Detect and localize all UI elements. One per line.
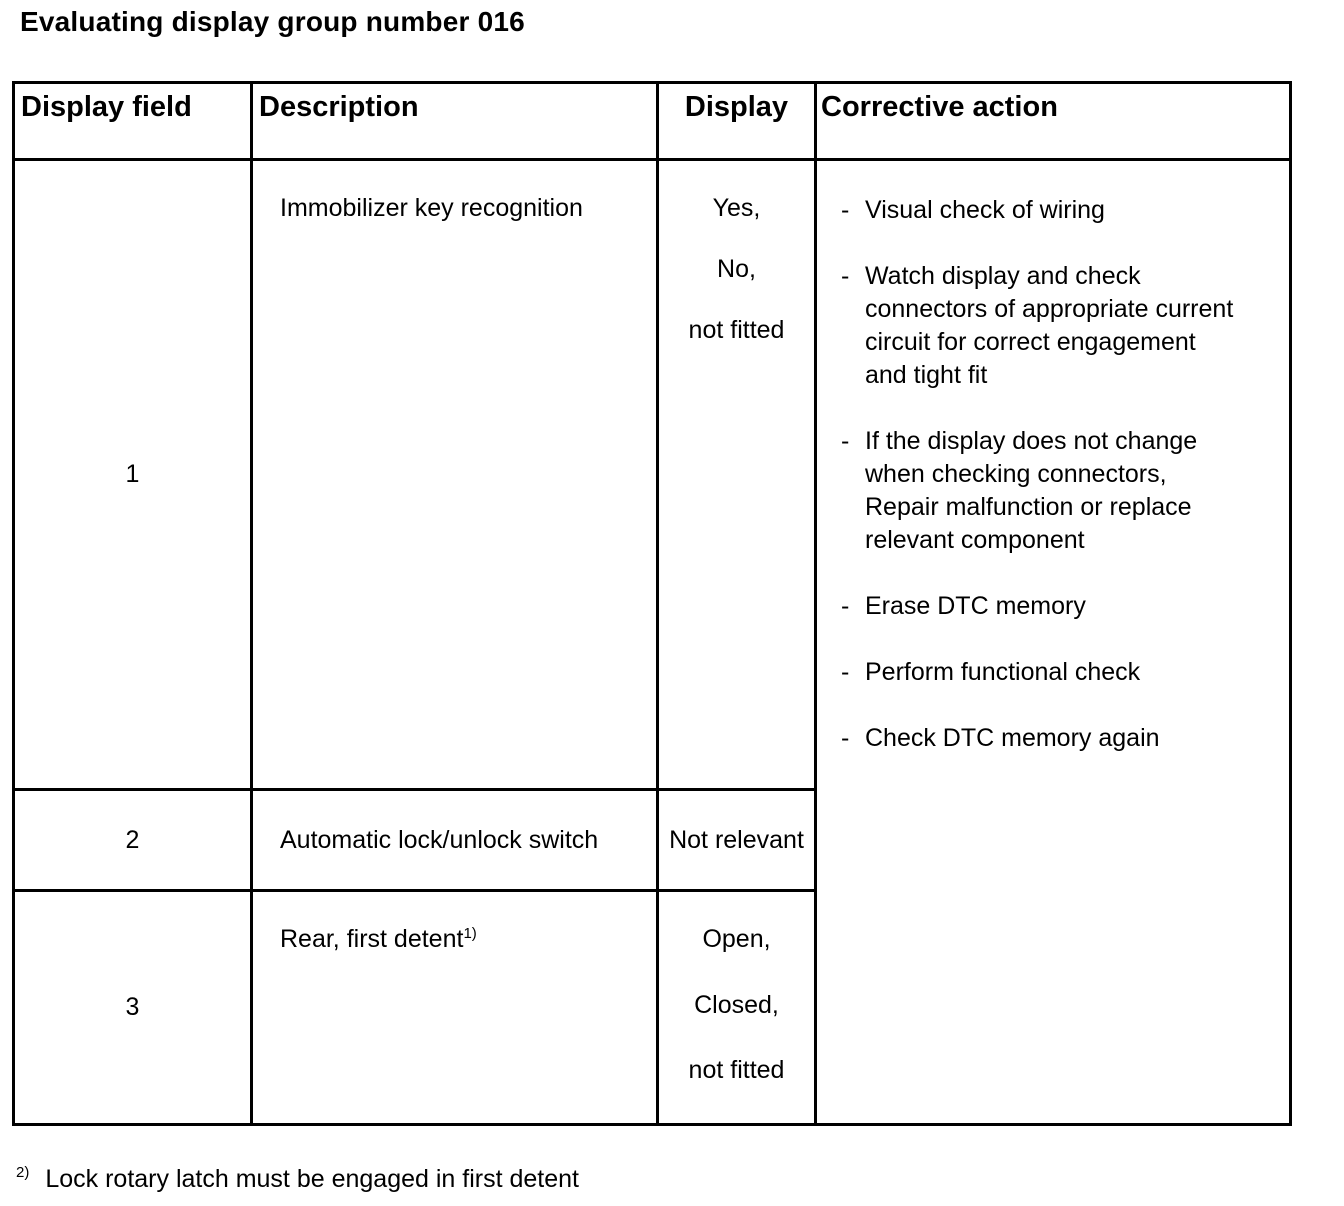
footnote (16, 1164, 579, 1194)
header-corrective-action: Corrective action (816, 83, 1291, 160)
display-values-cell (658, 160, 816, 790)
list-item (841, 425, 1289, 557)
list-item (841, 194, 1289, 227)
header-description: Description (252, 83, 658, 160)
list-item (841, 656, 1289, 689)
action-text: when checking connectors, (865, 460, 1167, 488)
display-values-cell (658, 891, 816, 1125)
footnote-marker: 2) (16, 1164, 30, 1181)
dash-bullet: - (841, 592, 850, 620)
header-display: Display (658, 83, 816, 160)
action-text: circuit for correct engagement (865, 328, 1196, 356)
dash-bullet: - (841, 724, 850, 752)
action-text: Repair malfunction or replace (865, 493, 1192, 521)
footnote-text: Lock rotary latch must be engaged in first detent (45, 1165, 579, 1193)
list-item (841, 722, 1289, 755)
action-text: Erase DTC memory (865, 592, 1086, 620)
dash-bullet: - (841, 427, 850, 455)
display-values-cell (658, 790, 816, 891)
corrective-action-cell (816, 160, 1291, 1125)
display-value: Open, (702, 925, 771, 953)
table-row (14, 160, 1291, 790)
display-field-cell: 1 (14, 160, 252, 790)
action-text: relevant component (865, 526, 1085, 554)
evaluation-table (12, 81, 1292, 1126)
action-text: and tight fit (865, 361, 988, 389)
display-field-cell: 2 (14, 790, 252, 891)
action-text: If the display does not change (865, 427, 1198, 455)
description-text: Automatic lock/unlock switch (280, 825, 599, 854)
header-display-field: Display field (14, 83, 252, 160)
display-value: Not relevant (669, 825, 804, 854)
action-text: Check DTC memory again (865, 724, 1160, 752)
page-title: Evaluating display group number 016 (20, 6, 525, 37)
corrective-action-list (841, 194, 1289, 755)
description-cell (252, 891, 658, 1125)
action-text: Watch display and check (865, 262, 1141, 290)
display-value: Closed, (694, 991, 779, 1019)
action-text: Visual check of wiring (865, 196, 1105, 224)
dash-bullet: - (841, 196, 850, 224)
action-text: connectors of appropriate current (865, 295, 1234, 323)
description-cell (252, 160, 658, 790)
display-field-cell: 3 (14, 891, 252, 1125)
display-value: No, (717, 255, 756, 283)
description-text: Immobilizer key recognition (280, 194, 583, 222)
display-value: not fitted (688, 1056, 785, 1084)
display-value: not fitted (688, 316, 785, 344)
action-text: Perform functional check (865, 658, 1141, 686)
description-cell (252, 790, 658, 891)
footnote-marker: 1) (463, 925, 477, 942)
display-value: Yes, (712, 194, 761, 222)
description-text: Rear, first detent (280, 925, 464, 953)
table-header-row (14, 83, 1291, 160)
dash-bullet: - (841, 658, 850, 686)
list-item (841, 260, 1289, 392)
dash-bullet: - (841, 262, 850, 290)
list-item (841, 590, 1289, 623)
